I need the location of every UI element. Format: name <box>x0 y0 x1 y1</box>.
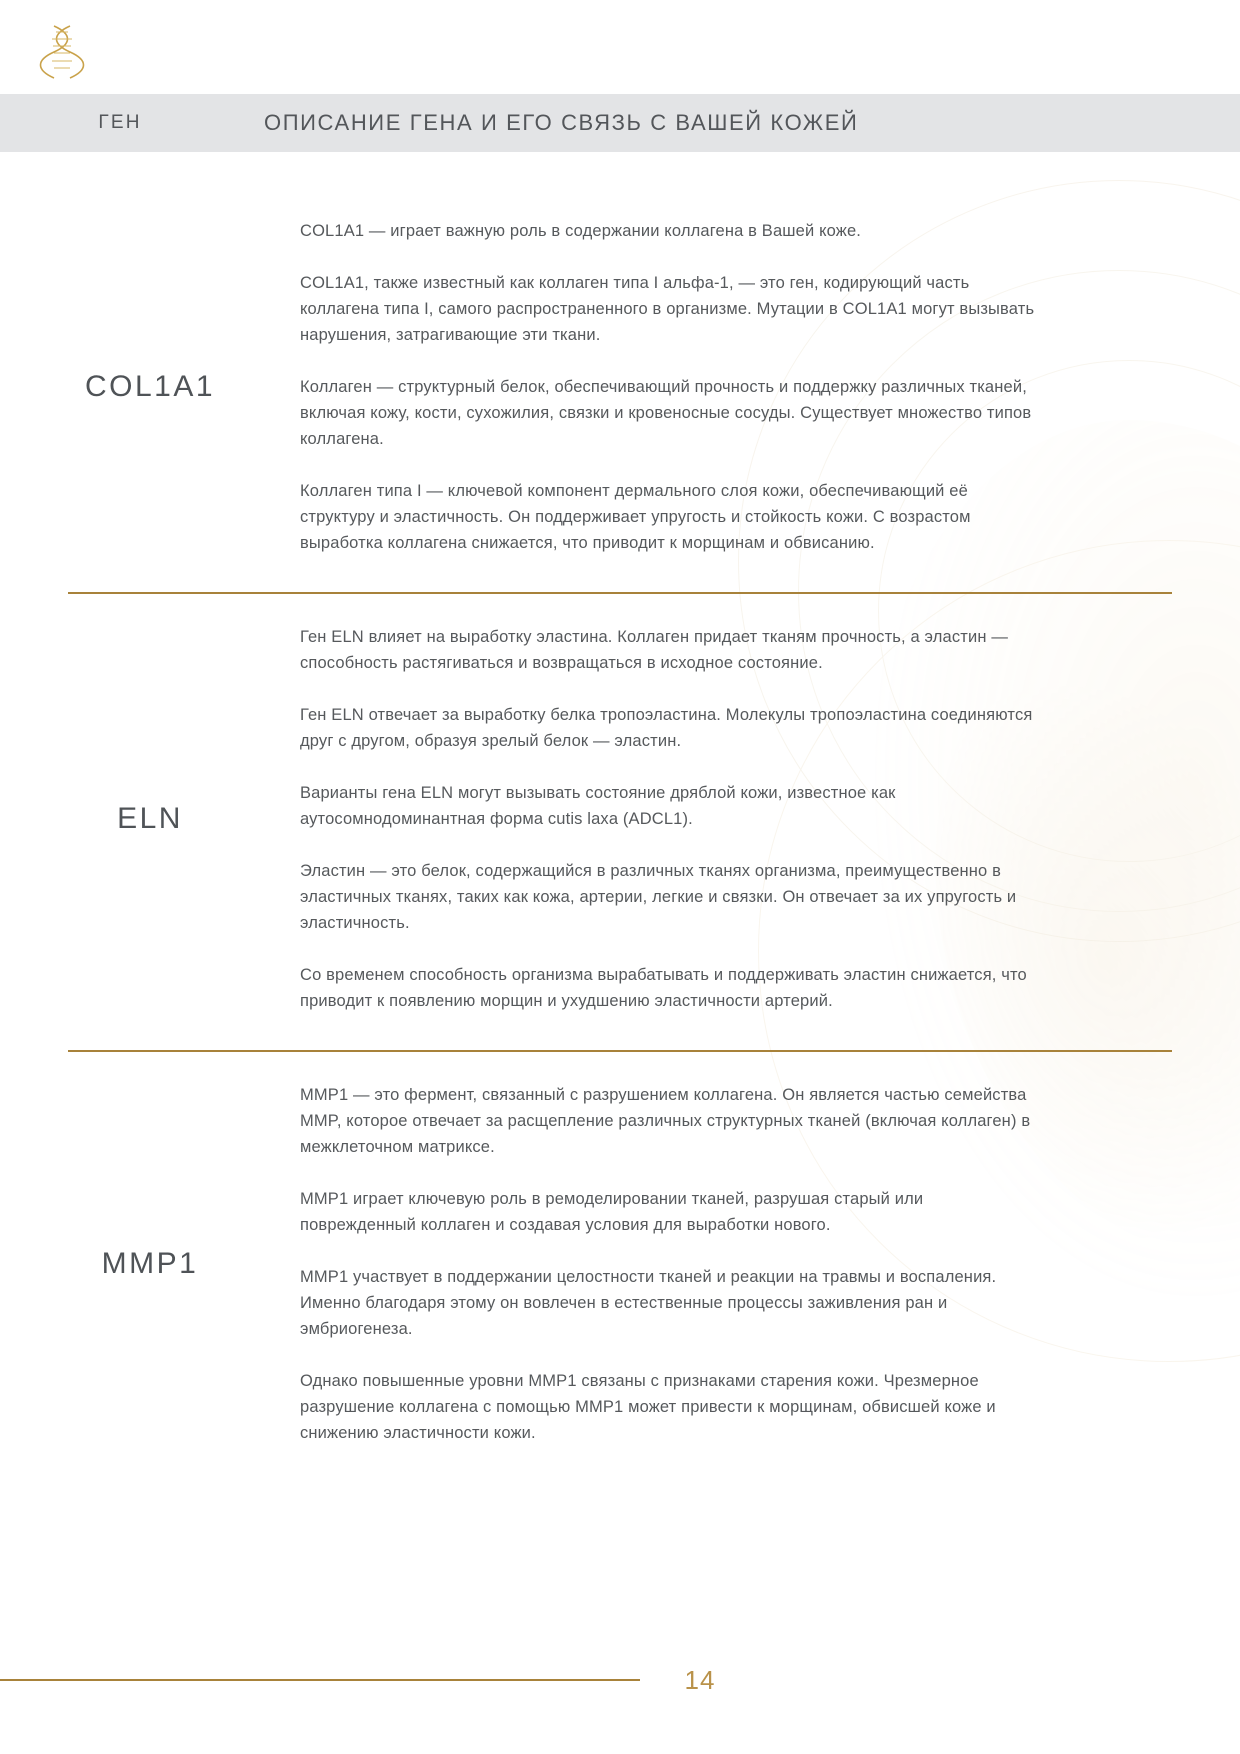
description-paragraph: Коллаген — структурный белок, обеспечивающий прочность и поддержку различных тканей, включая кожу, кости, сухожилия, связки и кровеносные сосуды. Существует множество типов коллагена. <box>300 378 1032 448</box>
description-paragraph: MMP1 участвует в поддержании целостности тканей и реакции на травмы и воспаления. Именно благодаря этому он вовлечен в естественные процессы заживления ран и эмбриогенеза. <box>300 1268 997 1338</box>
description-paragraph: Однако повышенные уровни MMP1 связаны с признаками старения кожи. Чрезмерное разрушение коллагена с помощью MMP1 может привести к морщинам, обвисшей коже и снижению эластичности кожи. <box>300 1372 996 1442</box>
column-header-gene: ГЕН <box>98 112 142 133</box>
description-paragraph: COL1A1 — играет важную роль в содержании коллагена в Вашей коже. <box>300 222 862 240</box>
table-row <box>0 188 1240 556</box>
table-header-band <box>0 94 1240 152</box>
description-paragraph: Со временем способность организма вырабатывать и поддерживать эластин снижается, что приводит к появлению морщин и ухудшению эластичности артерий. <box>300 966 1027 1010</box>
gene-name: COL1A1 <box>84 370 216 403</box>
page-footer <box>0 1660 1240 1700</box>
description-paragraph: MMP1 играет ключевую роль в ремоделировании тканей, разрушая старый или поврежденный коллаген и создавая условия для выработки нового. <box>300 1190 924 1234</box>
description-paragraph: COL1A1, также известный как коллаген типа I альфа-1, — это ген, кодирующий часть коллагена типа I, самого распространенного в организме. Мутации в COL1A1 могут вызывать нарушения, затрагивающие эти ткани. <box>300 274 1035 344</box>
gene-table-body <box>0 152 1240 1446</box>
gene-name-cell <box>0 802 300 836</box>
gene-name: ELN <box>117 802 183 835</box>
gene-description-cell <box>300 218 1240 556</box>
description-paragraph: Варианты гена ELN могут вызывать состояние дряблой кожи, известное как аутосомнодоминантная форма cutis laxa (ADCL1). <box>300 784 896 828</box>
page-header <box>0 0 1240 94</box>
gene-name-cell <box>0 1247 300 1281</box>
description-paragraph: Эластин — это белок, содержащийся в различных тканях организма, преимущественно в эластичных тканях, таких как кожа, артерии, легкие и связки. Он отвечает за их упругость и эластичность. <box>300 862 1017 932</box>
gene-name-cell <box>0 370 300 404</box>
column-header-description: ОПИСАНИЕ ГЕНА И ЕГО СВЯЗЬ С ВАШЕЙ КОЖЕЙ <box>264 110 859 135</box>
description-paragraph: Коллаген типа I — ключевой компонент дермального слоя кожи, обеспечивающий её структуру и эластичность. Он поддерживает упругость и стойкость кожи. С возрастом выработка коллагена снижается, что приводит к морщинам и обвисанию. <box>300 482 971 552</box>
gene-description-cell <box>300 1082 1240 1446</box>
description-paragraph: MMP1 — это фермент, связанный с разрушением коллагена. Он является частью семейства MMP, которое отвечает за расщепление различных структурных тканей (включая коллаген) в межклеточном матриксе. <box>300 1086 1031 1156</box>
table-row <box>0 1052 1240 1446</box>
page-number: 14 <box>684 1664 716 1695</box>
footer-rule <box>0 1679 640 1681</box>
dna-helix-icon <box>38 22 86 80</box>
gene-description-cell <box>300 624 1240 1014</box>
gene-name: MMP1 <box>101 1247 199 1280</box>
description-paragraph: Ген ELN влияет на выработку эластина. Коллаген придает тканям прочность, а эластин — способность растягиваться и возвращаться в исходное состояние. <box>300 628 1008 672</box>
table-row <box>0 594 1240 1014</box>
description-paragraph: Ген ELN отвечает за выработку белка тропоэластина. Молекулы тропоэластина соединяются друг с другом, образуя зрелый белок — эластин. <box>300 706 1033 750</box>
